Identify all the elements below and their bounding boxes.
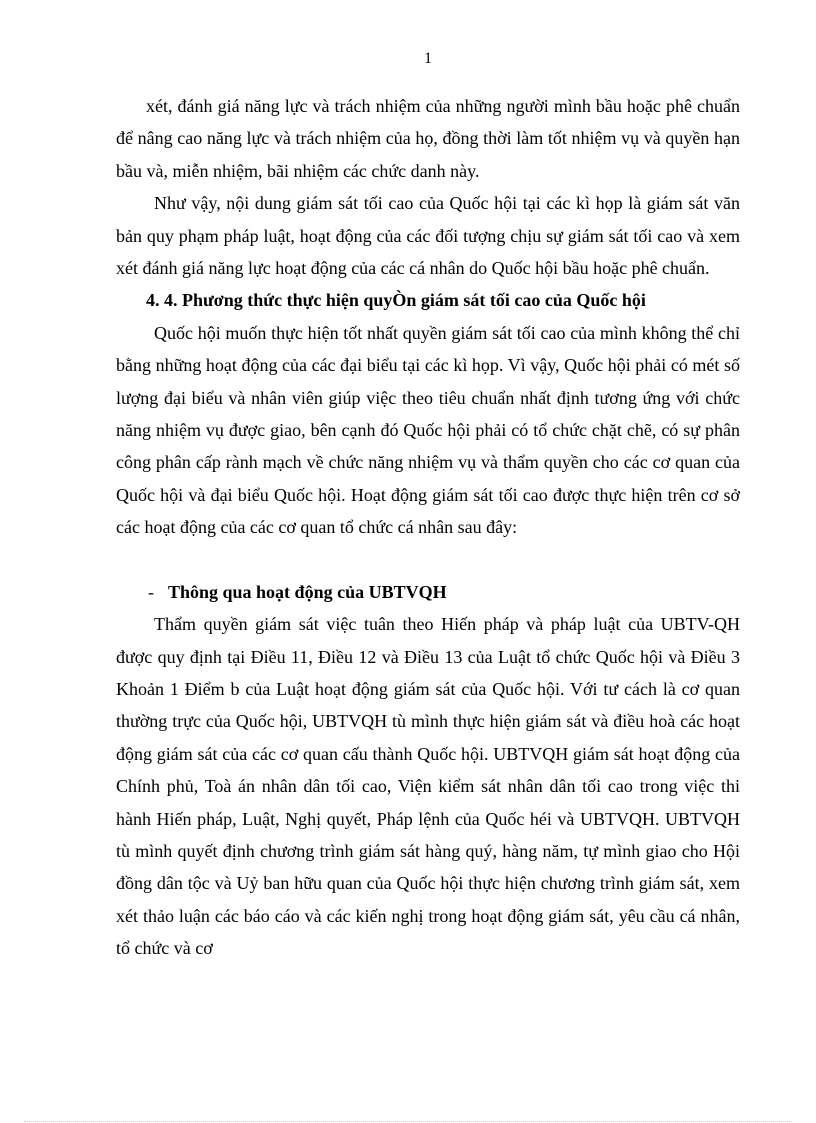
section-heading-4-4: 4. 4. Phương thức thực hiện quyÒn giám sát tối cao của Quốc hội (146, 290, 646, 311)
paragraph-methods-intro: Quốc hội muốn thực hiện tốt nhất quyền giám sát tối cao của mình không thể chỉ bằng những hoạt động của các đại biểu tại các kì họp. Vì vậy, Quốc hội phải có mét số lượng đại biểu và nhân viên giúp việc theo tiêu chuẩn nhất định tương ứng với chức năng nhiệm vụ được giao, bên cạnh đó Quốc hội phải có tổ chức chặt chẽ, có sự phân công phân cấp rành mạch về chức năng nhiệm vụ và thẩm quyền cho các cơ quan của Quốc hội và đại biểu Quốc hội. Hoạt động giám sát tối cao được thực hiện trên cơ sở các hoạt động của các cơ quan tổ chức cá nhân sau đây: (116, 322, 740, 538)
page-number: 1 (424, 50, 432, 67)
paragraph-ubtvqh-authority: Thẩm quyền giám sát việc tuân theo Hiến pháp và pháp luật của UBTV-QH được quy định tại Điều 11, Điều 12 và Điều 13 của Luật tổ chức Quốc hội và Điều 3 Khoản 1 Điểm b của Luật hoạt động giám sát của Quốc hội. Với tư cách là cơ quan thường trực của Quốc hội, UBTVQH tù mình thực hiện giám sát và điều hoà các hoạt động giám sát của các cơ quan cấu thành Quốc hội. UBTVQH giám sát hoạt động của Chính phủ, Toà án nhân dân tối cao, Viện kiểm sát nhân dân tối cao trong việc thi hành Hiến pháp, Luật, Nghị quyết, Pháp lệnh của Quốc héi và UBTVQH. UBTVQH tù mình quyết định chương trình giám sát hàng quý, hàng năm, tự mình giao cho Hội đồng dân tộc và Uỷ ban hữu quan của Quốc hội thực hiện chương trình giám sát, xem xét thảo luận các báo cáo và các kiến nghị trong hoạt động giám sát, yêu cầu cá nhân, tổ chức và cơ (116, 614, 740, 959)
blank-line (116, 544, 740, 576)
document-body (116, 90, 740, 965)
bullet-heading-text: Thông qua hoạt động của UBTVQH (168, 581, 447, 602)
paragraph-continuation: xét, đánh giá năng lực và trách nhiệm của những người mình bầu hoặc phê chuẩn để nâng cao năng lực và trách nhiệm của họ, đồng thời làm tốt nhiệm vụ và quyền hạn bầu và, miễn nhiệm, bãi nhiệm các chức danh này. (116, 96, 740, 181)
bullet-dash: - (148, 581, 154, 602)
page-bottom-border (24, 1121, 792, 1122)
paragraph-summary: Như vậy, nội dung giám sát tối cao của Quốc hội tại các kì họp là giám sát văn bản quy phạm pháp luật, hoạt động của các đối tượng chịu sự giám sát tối cao và xem xét đánh giá năng lực hoạt động của các cá nhân do Quốc hội bầu hoặc phê chuẩn. (116, 193, 740, 279)
bullet-heading-ubtvqh (116, 576, 740, 608)
